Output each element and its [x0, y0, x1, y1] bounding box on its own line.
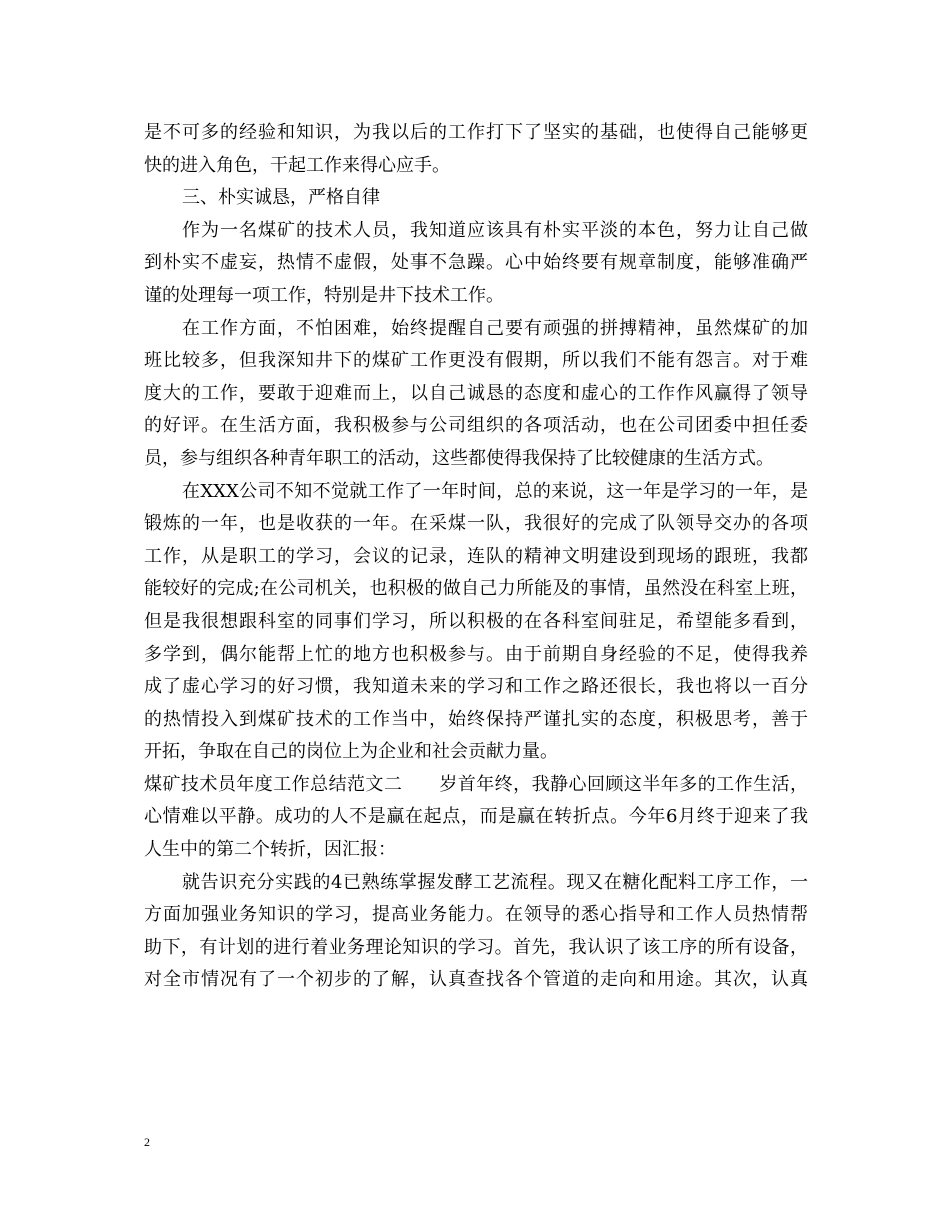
text-line-19: 的热情投入到煤矿技术的工作当中，始终保持严谨扎实的态度，积极思考，善于: [144, 708, 808, 730]
text-line-4: 作为一名煤矿的技术人员，我知道应该具有朴实平淡的本色，努力让自己做: [182, 219, 808, 241]
text-line-20: 开拓，争取在自己的岗位上为企业和社会贡献力量。: [144, 741, 558, 763]
page-number: 2: [144, 1135, 150, 1149]
text-line-23: 人生中的第二个转折，因汇报：: [144, 839, 396, 861]
text-line-15: 能较好的完成;在公司机关，也积极的做自己力所能及的事情，虽然没在科室上班，: [144, 578, 808, 600]
text-line-12: 在XXX公司不知不觉就工作了一年时间，总的来说，这一年是学习的一年，是: [182, 480, 808, 502]
text-line-9: 度大的工作，要敢于迎难而上，以自己诚恳的态度和虚心的工作作风赢得了领导: [144, 382, 808, 404]
text-line-11: 员，参与组织各种青年职工的活动，这些都使得我保持了比较健康的生活方式。: [144, 447, 774, 469]
text-line-27: 对全市情况有了一个初步的了解，认真查找各个管道的走向和用途。其次，认真: [144, 969, 808, 991]
text-line-14: 工作，从是职工的学习，会议的记录，连队的精神文明建设到现场的跟班，我都: [144, 545, 808, 567]
text-line-21: 煤矿技术员年度工作总结范文二 岁首年终，我静心回顾这半年多的工作生活，: [144, 773, 808, 795]
text-line-17: 多学到，偶尔能帮上忙的地方也积极参与。由于前期自身经验的不足，使得我养: [144, 643, 808, 665]
text-line-16: 但是我很想跟科室的同事们学习，所以积极的在各科室间驻足，希望能多看到，: [144, 610, 808, 632]
text-line-10: 的好评。在生活方面，我积极参与公司组织的各项活动，也在公司团委中担任委: [144, 415, 808, 437]
text-line-8: 班比较多，但我深知井下的煤矿工作更没有假期，所以我们不能有怨言。对于难: [144, 350, 808, 372]
text-line-5: 到朴实不虚妄，热情不虚假，处事不急躁。心中始终要有规章制度，能够准确严: [144, 252, 808, 274]
text-line-18: 成了虚心学习的好习惯，我知道未来的学习和工作之路还很长，我也将以一百分: [144, 676, 808, 698]
text-line-7: 在工作方面，不怕困难，始终提醒自己要有顽强的拼搏精神，虽然煤矿的加: [182, 317, 808, 339]
section-heading: 三、朴实诚恳，严格自律: [182, 187, 380, 209]
text-line-6: 谨的处理每一项工作，特别是井下技术工作。: [144, 284, 504, 306]
text-line-24: 就告识充分实践的4已熟练掌握发酵工艺流程。现又在糖化配料工序工作，一: [182, 871, 808, 893]
text-line-2: 快的进入角色，干起工作来得心应手。: [144, 154, 450, 176]
page-body: [144, 117, 808, 997]
text-line-25: 方面加强业务知识的学习，提高业务能力。在领导的悉心指导和工作人员热情帮: [144, 904, 808, 926]
text-line-22: 心情难以平静。成功的人不是赢在起点，而是赢在转折点。今年6月终于迎来了我: [144, 806, 808, 828]
text-line-13: 锻炼的一年，也是收获的一年。在采煤一队，我很好的完成了队领导交办的各项: [144, 513, 808, 535]
text-line-1: 是不可多的经验和知识，为我以后的工作打下了坚实的基础，也使得自己能够更: [144, 122, 808, 143]
text-line-26: 助下，有计划的进行着业务理论知识的学习。首先，我认识了该工序的所有设备，: [144, 936, 808, 958]
